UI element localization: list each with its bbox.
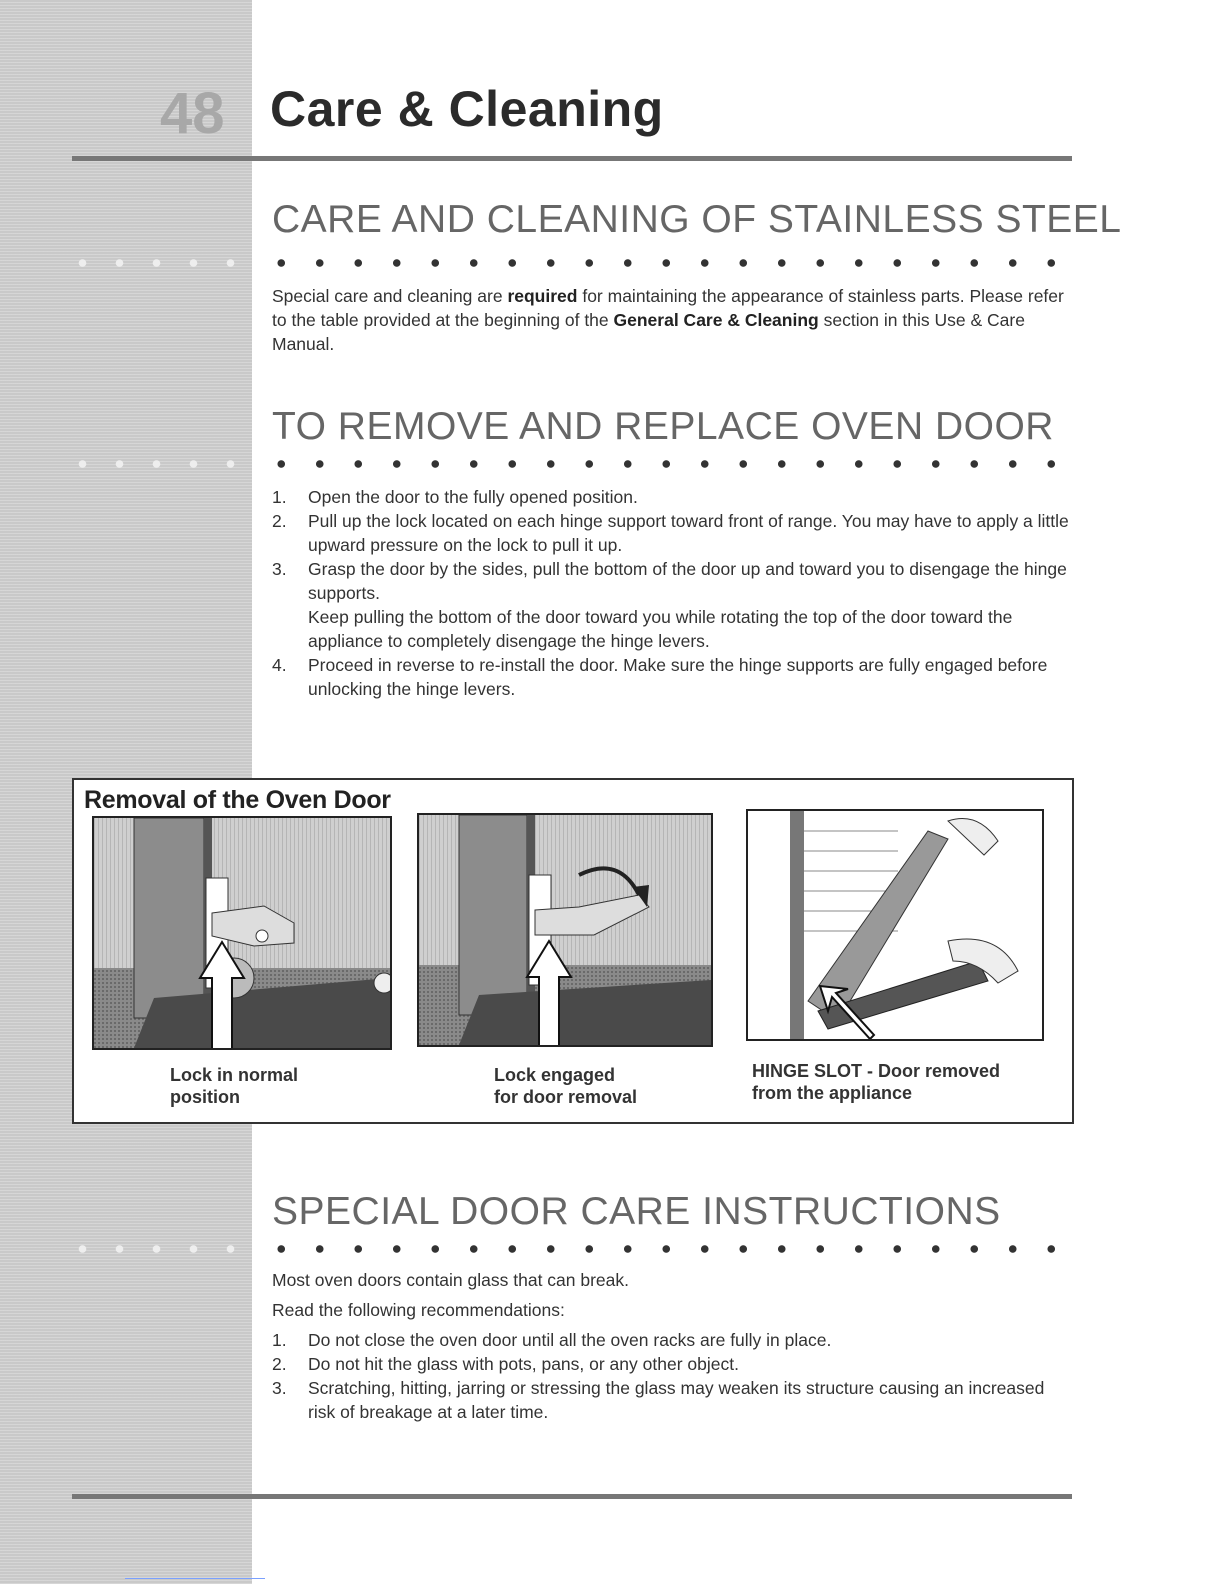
step-text-extra: Keep pulling the bottom of the door toward you while rotating the top of the door toward the appliance to completely disengage the hinge levers. <box>308 607 1013 651</box>
illustration-lock-engaged <box>417 813 713 1047</box>
bottom-link-line <box>125 1578 265 1579</box>
step-number: 1. <box>272 487 287 507</box>
text-run: section in this Use & Care Manual. <box>272 310 1025 354</box>
figure-oven-door-removal <box>72 778 1074 1124</box>
step-text: Do not close the oven door until all the oven racks are fully in place. <box>308 1330 832 1350</box>
figure-title: Removal of the Oven Door <box>84 786 391 814</box>
step-text: Proceed in reverse to re-install the door. Make sure the hinge supports are fully engaged before unlocking the hinge levers. <box>308 655 1048 699</box>
sidebar-dots <box>64 459 252 469</box>
list-item <box>272 557 1072 653</box>
list-item <box>272 485 1072 509</box>
section-dots <box>262 258 1072 268</box>
list-item <box>272 509 1072 557</box>
special-steps-list <box>272 1328 1072 1424</box>
section-title-special: SPECIAL DOOR CARE INSTRUCTIONS <box>272 1190 1001 1233</box>
footer-rule <box>72 1494 1072 1499</box>
caption-line: Lock engaged <box>494 1065 616 1085</box>
text-run: Special care and cleaning are <box>272 286 508 306</box>
illustration-hinge-slot <box>746 809 1044 1041</box>
caption-lock-normal <box>170 1064 298 1108</box>
caption-hinge-slot <box>752 1060 1000 1104</box>
special-intro-1: Most oven doors contain glass that can break. <box>272 1270 630 1290</box>
list-item <box>272 1352 1072 1376</box>
caption-line: Lock in normal <box>170 1065 299 1085</box>
section-title-stainless: CARE AND CLEANING OF STAINLESS STEEL <box>272 198 1122 241</box>
bold-run: General Care & Cleaning <box>613 310 819 330</box>
page-number: 48 <box>160 81 225 146</box>
illustration-lock-normal <box>92 816 392 1050</box>
list-item <box>272 1376 1072 1424</box>
step-number: 3. <box>272 559 287 579</box>
list-item <box>272 1328 1072 1352</box>
header-rule <box>72 156 1072 161</box>
step-text: Grasp the door by the sides, pull the bottom of the door up and toward you to disengage the hinge supports. <box>308 559 1067 603</box>
caption-line: for door removal <box>494 1087 638 1107</box>
step-text: Pull up the lock located on each hinge support toward front of range. You may have to apply a little upward pressure on the lock to pull it up. <box>308 511 1069 555</box>
special-intro-2: Read the following recommendations: <box>272 1300 565 1320</box>
stainless-paragraph <box>272 284 1072 356</box>
section-title-door: TO REMOVE AND REPLACE OVEN DOOR <box>272 405 1054 448</box>
text-run: for maintaining the appearance of stainless parts. Please refer to the table provided at the beginning of the <box>272 286 1064 330</box>
caption-line: position <box>170 1087 240 1107</box>
hinge-illustration-2 <box>419 815 711 1045</box>
section-dots <box>262 459 1072 469</box>
hinge-illustration-3 <box>748 811 1042 1039</box>
step-number: 2. <box>272 1354 287 1374</box>
bold-run: required <box>507 286 578 306</box>
step-number: 4. <box>272 655 287 675</box>
caption-line: HINGE SLOT - Door removed <box>752 1061 1001 1081</box>
caption-line: from the appliance <box>752 1083 913 1103</box>
step-number: 3. <box>272 1378 287 1398</box>
step-number: 2. <box>272 511 287 531</box>
step-text: Scratching, hitting, jarring or stressing the glass may weaken its structure causing an increased risk of breakage at a later time. <box>308 1378 1045 1422</box>
sidebar-dots <box>64 258 252 268</box>
section-dots <box>262 1244 1072 1254</box>
step-text: Open the door to the fully opened position. <box>308 487 638 507</box>
step-number: 1. <box>272 1330 287 1350</box>
list-item <box>272 653 1072 701</box>
sidebar-dots <box>64 1244 252 1254</box>
step-text: Do not hit the glass with pots, pans, or any other object. <box>308 1354 739 1374</box>
hinge-illustration-1 <box>94 818 390 1048</box>
page-title: Care & Cleaning <box>270 81 664 137</box>
door-steps-list <box>272 485 1072 701</box>
caption-lock-engaged <box>494 1064 637 1108</box>
